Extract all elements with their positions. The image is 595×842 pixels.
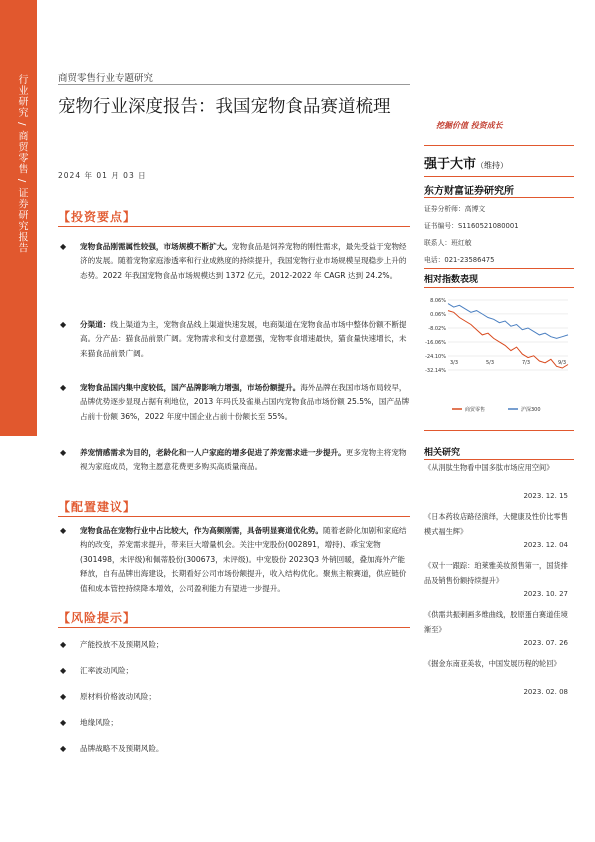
relative-index-chart [422, 292, 572, 417]
related-date: 2023. 07. 26 [523, 639, 568, 647]
y-tick-label: -16.06% [425, 340, 446, 346]
bullet-item [60, 240, 412, 283]
report-title: 宠物行业深度报告：我国宠物食品赛道梳理 [58, 97, 391, 117]
diamond-icon: ◆ [60, 640, 67, 649]
bullet-text: 更多宠物主将宠物视为家庭成员，宠物主愿意花费更多购买高质量商品。 [80, 448, 407, 472]
diamond-icon: ◆ [60, 666, 67, 675]
divider [424, 287, 574, 288]
y-tick-label: -24.10% [425, 354, 446, 360]
divider [424, 145, 574, 146]
related-report[interactable]: 《掘金东南亚美妆，中国发展历程的轮回》 [424, 659, 561, 668]
bullet-item [60, 318, 412, 361]
bullet-item [60, 446, 412, 475]
divider [424, 430, 574, 431]
diamond-icon: ◆ [60, 242, 67, 251]
x-tick-label: 3/3 [449, 360, 459, 366]
bullet-item [60, 381, 412, 424]
bullet-bold: 养宠情感需求为目的，老龄化和一人户家庭的增多促进了养宠需求进一步提升。 [80, 448, 346, 457]
divider [424, 197, 574, 198]
report-category: 商贸零售行业专题研究 [58, 73, 154, 84]
phone: 电话：021-23586475 [424, 256, 495, 264]
diamond-icon: ◆ [60, 744, 67, 753]
diamond-icon: ◆ [60, 320, 67, 329]
diamond-icon: ◆ [60, 718, 67, 727]
section-title: 【风险提示】 [58, 611, 137, 625]
section-invest-points [58, 208, 410, 228]
x-tick-label: 7/3 [521, 360, 531, 366]
diamond-icon: ◆ [60, 526, 67, 535]
related-heading: 相关研究 [424, 448, 461, 458]
x-tick-label: 5/3 [485, 360, 495, 366]
related-date: 2023. 12. 15 [523, 492, 568, 500]
section-title: 【投资要点】 [58, 210, 137, 224]
risk-item: ◆ 品牌战略不及预期风险。 [60, 744, 164, 753]
section-title: 【配置建议】 [58, 500, 137, 514]
bullet-text: 宠物食品是饲养宠物的刚性需求，最先受益于宠物经济的发展。随着宠物家庭渗透率和行业成熟度的持续提升，我国宠物行业市场规模呈现稳步上升的态势。2022 年我国宠物食品市场规模达到 1372 亿元，2012-2022 年 CAGR 达到 24.2%。 [80, 242, 407, 280]
related-report[interactable]: 《从涓肽生物看中国多肽市场应用空间》 [424, 463, 554, 472]
bullet-bold: 宠物食品在宠物行业中占比较大，作为高频刚需，具备明显赛道优化势。 [80, 526, 323, 535]
analyst: 证券分析师：高博文 [424, 205, 486, 213]
related-date: 2023. 10. 27 [523, 590, 568, 598]
bullet-text: 海外品牌在我国市场布局较早，品牌优势逐步显现占据有利地位，2013 年玛氏及雀巢占国内宠物食品市场份额 25.5%，国产品牌占前十份额 36%，2022 年度中国企业占前十份额长至 55%。 [80, 383, 410, 421]
risk-item: ◆ 原材料价格波动风险； [60, 692, 156, 701]
related-report[interactable]: 《供需共振刺画多维曲线，胶原蛋白赛道佳境渐至》 [424, 610, 568, 634]
y-tick-label: -32.14% [425, 368, 446, 374]
divider [424, 176, 574, 177]
x-tick-label: 9/3 [557, 360, 567, 366]
y-tick-label: -8.02% [428, 326, 446, 332]
divider [424, 268, 574, 269]
bullet-bold: 分渠道： [80, 320, 111, 329]
diamond-icon: ◆ [60, 692, 67, 701]
risk-item: ◆ 产能投放不及预期风险； [60, 640, 164, 649]
section-risk [58, 609, 410, 629]
divider [424, 459, 574, 460]
bullet-text: 随着老龄化加剧和家庭结构的改变，养宠需求提升，带来巨大增量机会。关注中宠股份(002891，增持)、乖宝宠物(301498，未评级)和佩蒂股份(300673，未评级)。中宠股份 2023Q3 外销回暖，叠加海外产能释放，自有品牌出海建设，长期看好公司市场份额提升，收入结构优化。聚焦主粮赛道，供应链价值和成本管控持续降本增效，公司盈利能力有望进一步提升。 [80, 526, 407, 593]
risk-item: ◆ 汇率波动风险； [60, 666, 134, 675]
firm-name: 东方财富证券研究所 [424, 186, 514, 197]
related-report[interactable]: 《日本药妆店路径演绎，大健康及性价比零售模式福生辉》 [424, 512, 568, 536]
bullet-text: 线上渠道为主，宠物食品线上渠道快速发展，电商渠道在宠物食品市场中整体份额不断提高。分产品：猫食品前景广阔。宠物需求和支付意愿强，宠物零食增速最快，猫食量快速增长，未来猫食品前景广阔。 [80, 320, 407, 358]
y-tick-label: 0.06% [430, 311, 446, 318]
chart-heading: 相对指数表现 [424, 275, 479, 285]
related-report[interactable]: 《双十一跟踪：珀莱雅美妆预售第一，国货排品及销售份额持续提升》 [424, 561, 568, 585]
diamond-icon: ◆ [60, 448, 67, 457]
y-tick-label: 8.06% [430, 298, 446, 304]
side-label: 行业研究 / 商贸零售 / 证券研究报告 [16, 74, 27, 254]
diamond-icon: ◆ [60, 383, 67, 392]
config-bullet [60, 524, 412, 596]
legend-label: 商贸零售 [465, 407, 486, 413]
header-divider [58, 84, 410, 85]
slogan: 挖掘价值 投资成长 [436, 121, 503, 130]
related-date: 2023. 12. 04 [523, 541, 568, 549]
legend-label: 沪深300 [521, 407, 541, 413]
rating: 强于大市（维持） [424, 157, 509, 172]
related-date: 2023. 02. 08 [523, 688, 568, 696]
contact: 联系人：班红敏 [424, 239, 472, 247]
bullet-bold: 宠物食品刚需属性较强，市场规模不断扩大。 [80, 242, 232, 251]
section-config [58, 498, 410, 518]
risk-item: ◆ 地缘风险； [60, 718, 118, 727]
series-line [448, 311, 568, 368]
report-date: 2024 年 01 月 03 日 [58, 171, 147, 180]
bullet-bold: 宠物食品国内集中度较低，国产品牌影响力增强，市场份额提升。 [80, 383, 301, 392]
cert-number: 证书编号：S1160521080001 [424, 222, 519, 230]
